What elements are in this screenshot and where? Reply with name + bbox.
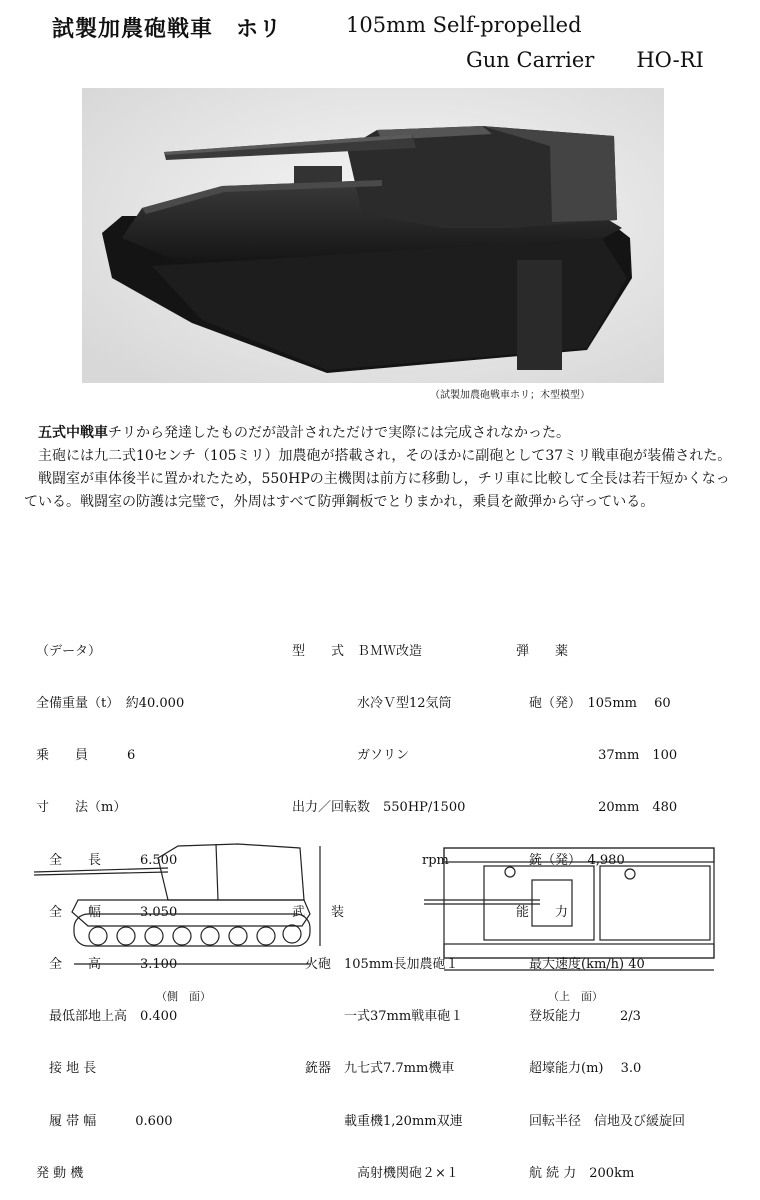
- spec-line: 高射機関砲２×１: [292, 1165, 459, 1181]
- tank-model-photo: [82, 88, 664, 383]
- spec-line: 一式37mm戦車砲１: [292, 1009, 464, 1025]
- spec-line: 弾 薬: [516, 643, 569, 659]
- page-title-english-line1: 105mm Self-propelled: [346, 13, 582, 37]
- spec-line: 出力／回転数 550HP/1500: [292, 800, 466, 816]
- spec-line: 寸 法（m）: [36, 800, 127, 816]
- spec-line: 武 装: [292, 904, 345, 920]
- spec-line: 全 高 3.100: [36, 957, 178, 973]
- spec-line: 航 続 力 200km: [516, 1165, 635, 1181]
- top-view-caption: （上 面）: [548, 990, 603, 1003]
- spec-line: 発 動 機: [36, 1165, 84, 1181]
- spec-line: 全 幅 3.050: [36, 904, 178, 920]
- spec-line: 履 帯 幅 0.600: [36, 1113, 173, 1129]
- spec-line: 能 力: [516, 904, 569, 920]
- description-text: [24, 422, 740, 514]
- spec-line: 37mm 100: [516, 748, 678, 764]
- paragraph-1-bold: 五式中戦車: [38, 425, 108, 441]
- side-view-diagram: [28, 830, 328, 980]
- spec-line: ガソリン: [292, 748, 410, 764]
- spec-line: 最低部地上高 0.400: [36, 1009, 178, 1025]
- top-view-diagram: [420, 830, 720, 980]
- spec-line: 銃器 九七式7.7mm機車: [292, 1061, 455, 1077]
- spec-line: 超壕能力(m) 3.0: [516, 1061, 642, 1077]
- spec-line: 銃（発） 4,980: [516, 852, 625, 868]
- side-view-caption: （側 面）: [156, 990, 211, 1003]
- spec-line: 型 式 ＢＭＷ改造: [292, 643, 423, 659]
- page-title-english-line2: Gun Carrier HO-RI: [466, 48, 704, 72]
- spec-line: 登坂能力 2/3: [516, 1009, 641, 1025]
- spec-line: 最大速度(km/h) 40: [516, 957, 645, 973]
- spec-line: 20mm 480: [516, 800, 678, 816]
- spec-line: 砲（発） 105mm 60: [516, 696, 671, 712]
- spec-line: 全備重量（t） 約40.000: [36, 696, 185, 712]
- page-title-japanese: 試製加農砲戦車 ホリ: [52, 17, 283, 42]
- photo-caption: （試製加農砲戦車ホリ；木型模型）: [430, 390, 590, 401]
- paragraph-1-text: チリから発達したものだが設計されただけで実際には完成されなかった。: [108, 425, 570, 441]
- paragraph-2: 主砲には九二式10センチ（105ミリ）加農砲が搭載され，そのほかに副砲として37ミリ戦車砲が装備された。: [38, 448, 732, 464]
- spec-line: （データ）: [36, 643, 102, 659]
- spec-line: rpm: [292, 852, 449, 868]
- paragraph-3: 戦闘室が車体後半に置かれたため，550HPの主機関は前方に移動し，チリ車に比較して全長は若干短かくなっている。戦闘室の防護は完璧で，外周はすべて防弾鋼板でとりまかれ，乗員を敵弾から守っている。: [24, 471, 730, 510]
- spec-line: 水冷Ｖ型12気筒: [292, 696, 452, 712]
- spec-line: 回転半径 信地及び緩旋回: [516, 1113, 686, 1129]
- spec-line: 火砲 105mm長加農砲１: [292, 957, 459, 973]
- spec-line: 接 地 長: [36, 1061, 97, 1077]
- paragraph-1: [24, 422, 740, 445]
- spec-line: 全 長 6.500: [36, 852, 178, 868]
- spec-line: 乗 員 6: [36, 748, 136, 764]
- spec-line: 載重機1,20mm双連: [292, 1113, 463, 1129]
